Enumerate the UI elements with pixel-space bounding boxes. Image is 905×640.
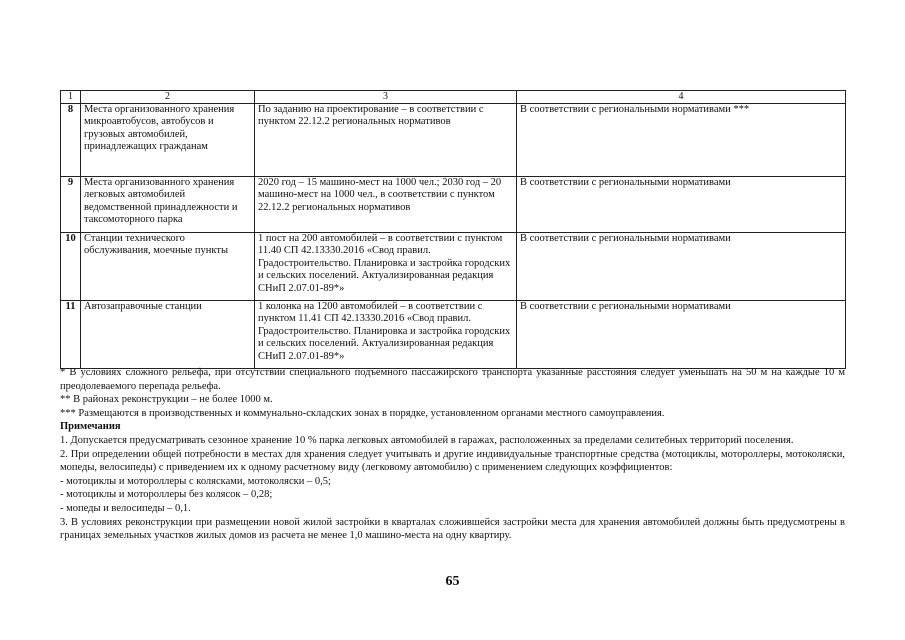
coefficient-item: - мопеды и велосипеды – 0,1. [60, 502, 191, 514]
table-row [61, 301, 846, 369]
table-row [61, 233, 846, 301]
parking-norms-table [60, 90, 846, 369]
note-3: 3. В условиях реконструкции при размещении новой жилой застройки в кварталах сложившейся застройки места для хранения автомобилей должны быть предусмотрены в границах земельных участков жилых домов из расчета не менее 1,0 машино-места на одну квартиру. [60, 516, 845, 542]
distance-cell: В соответствии с региональными нормативами [517, 177, 846, 233]
column-header: 3 [255, 91, 517, 104]
note-2: 2. При определении общей потребности в местах для хранения следует учитывать и другие индивидуальные транспортные средства (мотоциклы, мотороллеры, мотоколяски, мопеды, велосипеды) с приведением их к одному расчетному виду (легковому автомобилю) с применением следующих коэффициентов: [60, 448, 845, 474]
page-number: 65 [445, 574, 460, 589]
distance-cell: В соответствии с региональными нормативами [517, 233, 846, 301]
distance-cell: В соответствии с региональными нормативами *** [517, 104, 846, 177]
notes-title: Примечания [60, 421, 121, 433]
row-number: 11 [61, 301, 81, 369]
row-number: 9 [61, 177, 81, 233]
row-number: 8 [61, 104, 81, 177]
table-row [61, 177, 846, 233]
object-name-cell: Места организованного хранения легковых автомобилей ведомственной принадлежности и таксомоторного парка [81, 177, 255, 233]
column-header: 1 [61, 91, 81, 104]
norm-cell: 2020 год – 15 машино-мест на 1000 чел.; 2030 год – 20 машино-мест на 1000 чел., в соответствии с пунктом 22.12.2 региональных нормативов [255, 177, 517, 233]
note-1: 1. Допускается предусматривать сезонное хранение 10 % парка легковых автомобилей в гаражах, расположенных за пределами селитебных территорий поселения. [60, 434, 794, 446]
footnote-3: *** Размещаются в производственных и коммунально-складских зонах в порядке, установленном органами местного самоуправления. [60, 407, 665, 419]
norm-cell: 1 пост на 200 автомобилей – в соответствии с пунктом 11.40 СП 42.13330.2016 «Свод правил. Градостроительство. Планировка и застройка городских и сельских поселений. Актуализированная редакция СНиП 2.07.01-89*» [255, 233, 517, 301]
footnote-2: ** В районах реконструкции – не более 1000 м. [60, 394, 273, 406]
object-name-cell: Места организованного хранения микроавтобусов, автобусов и грузовых автомобилей, принадлежащих гражданам [81, 104, 255, 177]
coefficient-item: - мотоциклы и мотороллеры без колясок – 0,28; [60, 489, 273, 501]
object-name-cell: Станции технического обслуживания, моечные пункты [81, 233, 255, 301]
distance-cell: В соответствии с региональными нормативами [517, 301, 846, 369]
table-header-row [61, 91, 846, 104]
row-number: 10 [61, 233, 81, 301]
notes-section [60, 366, 845, 543]
norm-cell: По заданию на проектирование – в соответствии с пунктом 22.12.2 региональных нормативов [255, 104, 517, 177]
table-row [61, 104, 846, 177]
column-header: 4 [517, 91, 846, 104]
column-header: 2 [81, 91, 255, 104]
norm-cell: 1 колонка на 1200 автомобилей – в соответствии с пунктом 11.41 СП 42.13330.2016 «Свод правил. Градостроительство. Планировка и застройка городских и сельских поселений. Актуализированная редакция СНиП 2.07.01-89*» [255, 301, 517, 369]
footnote-1: * В условиях сложного рельефа, при отсутствии специального подъемного пассажирского транспорта указанные расстояния следует уменьшать на 50 м на каждые 10 м преодолеваемого перепада рельефа. [60, 367, 845, 392]
coefficient-item: - мотоциклы и мотороллеры с колясками, мотоколяски – 0,5; [60, 475, 331, 487]
object-name-cell: Автозаправочные станции [81, 301, 255, 369]
